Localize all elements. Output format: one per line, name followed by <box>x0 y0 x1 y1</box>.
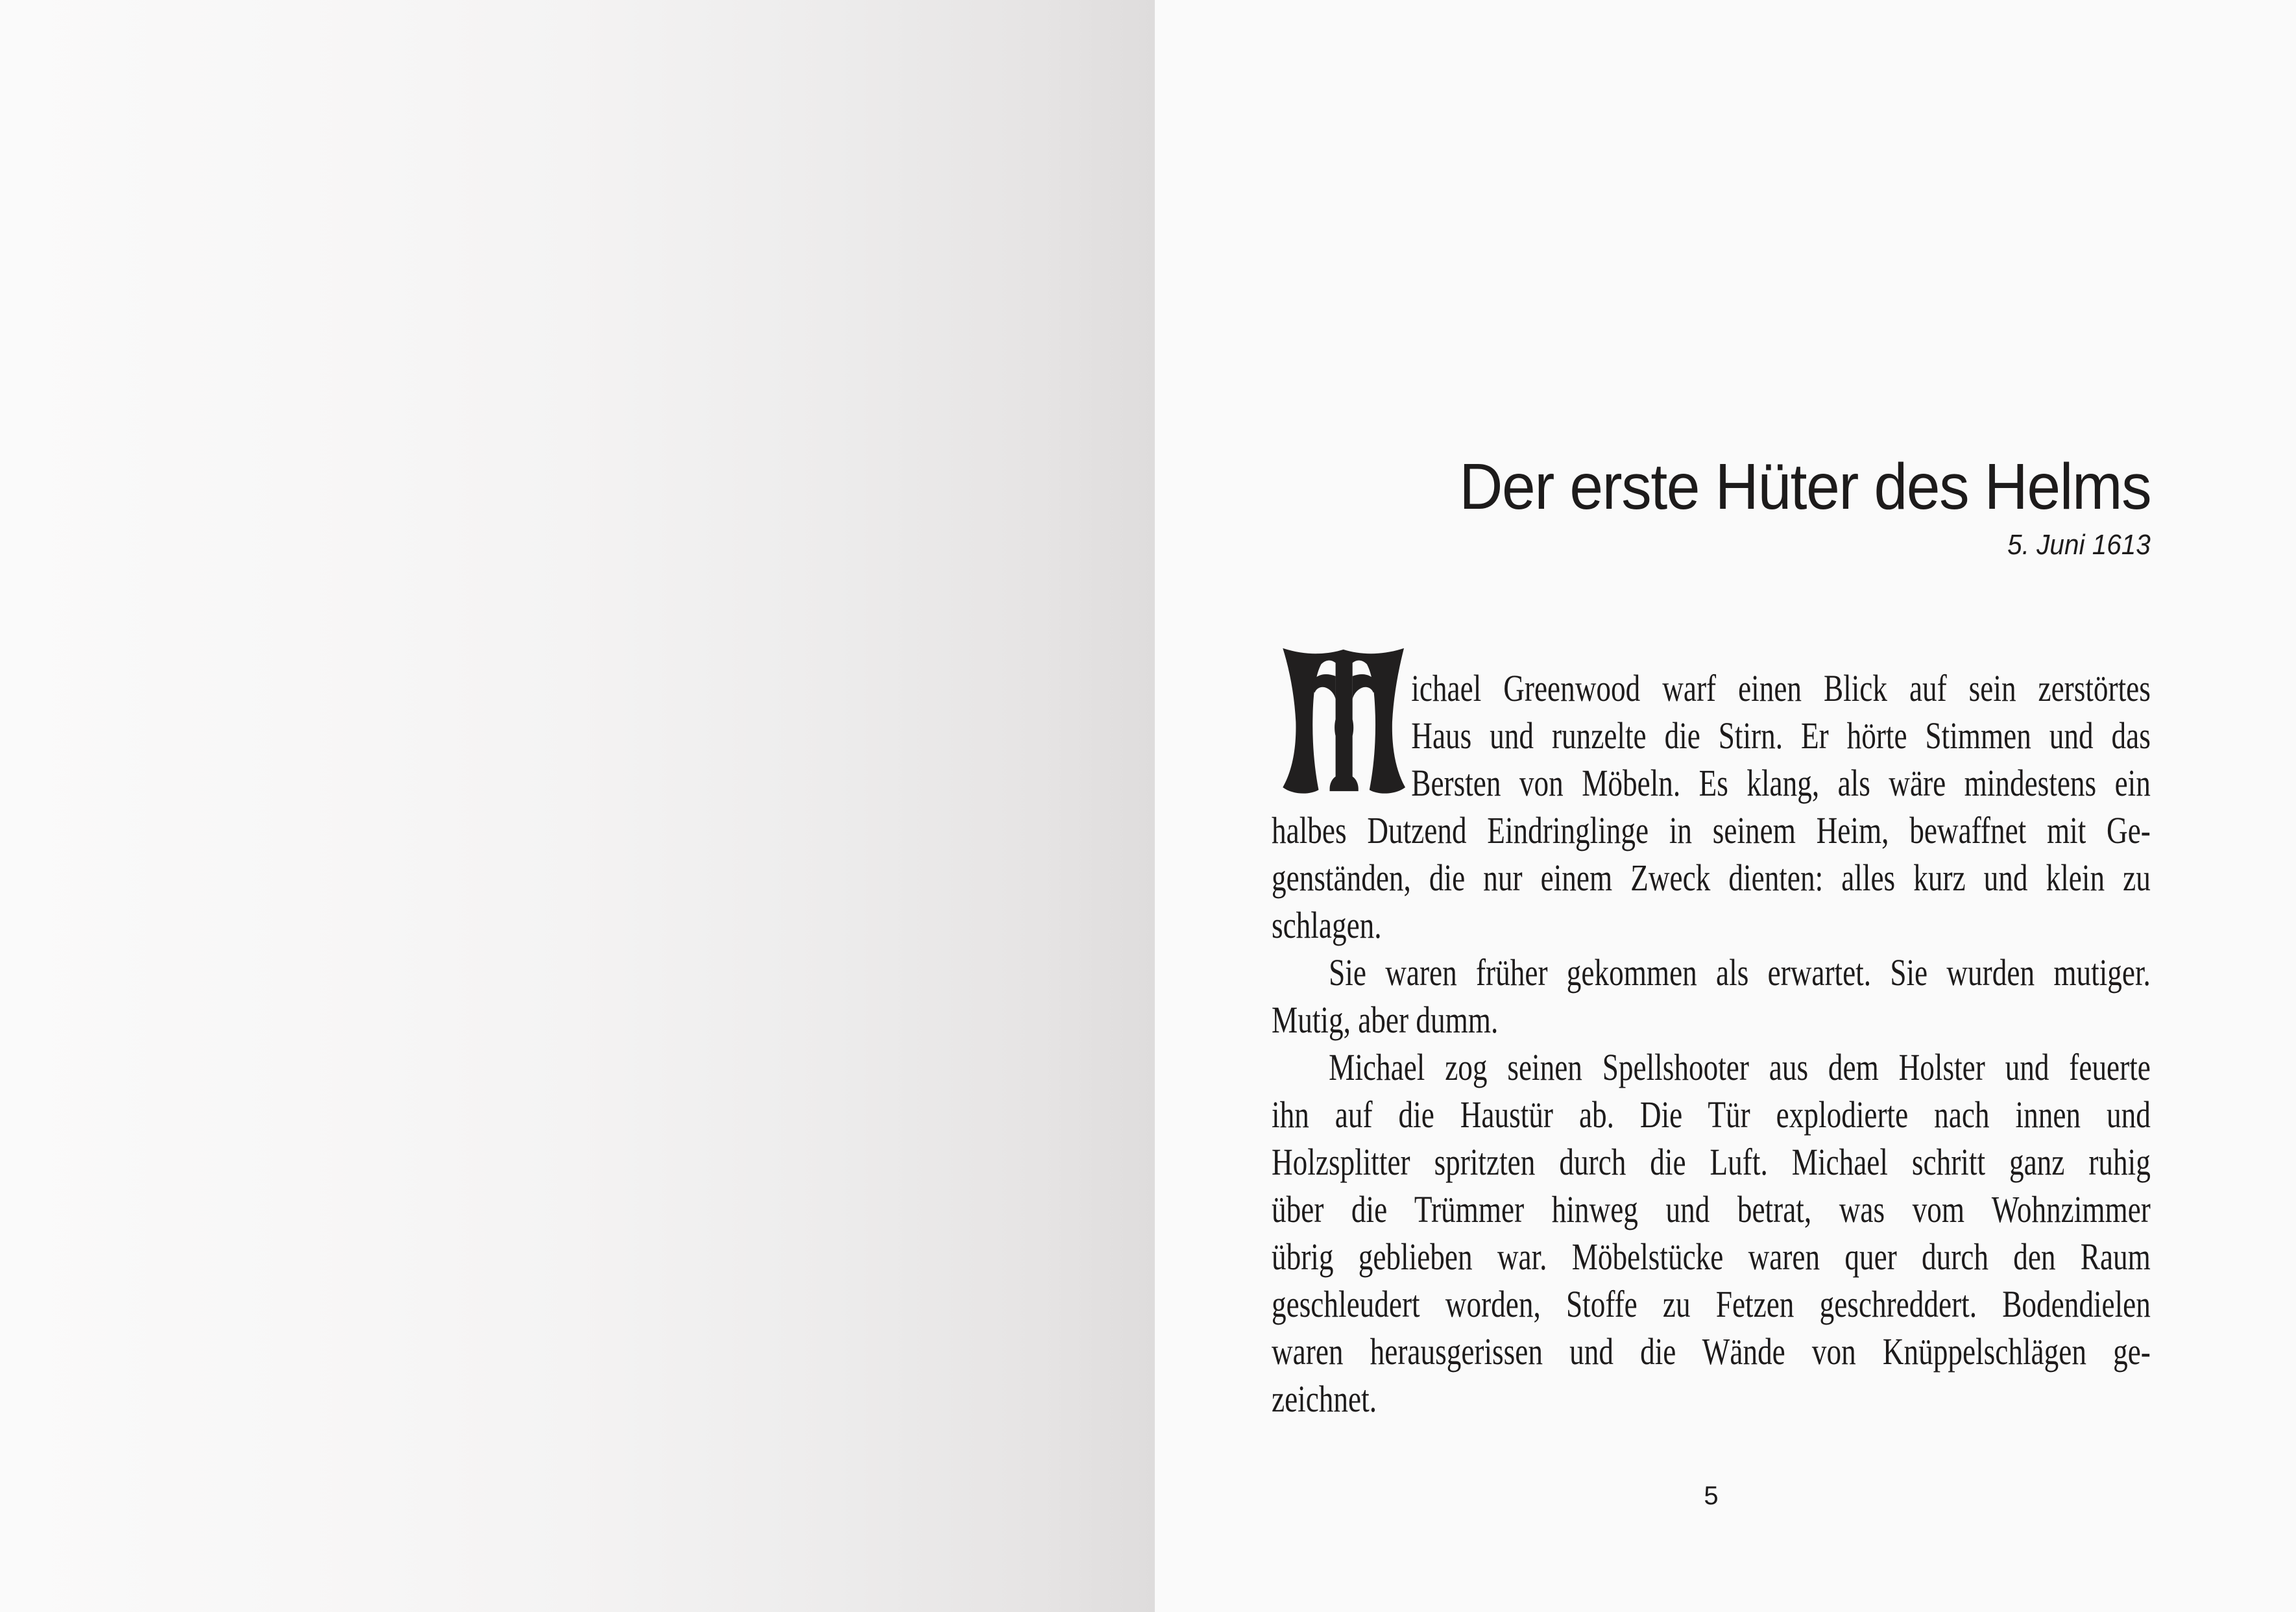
drop-cap-m-glyph <box>1280 644 1407 794</box>
text-line: Haus und runzelte die Stirn. Er hörte Stimmen und das <box>1411 714 2151 757</box>
text-line: Sie waren früher gekommen als erwartet. Sie wurden mutiger. <box>1329 951 2151 994</box>
text-line: übrig geblieben war. Möbelstücke waren quer durch den Raum <box>1272 1236 2151 1278</box>
text-line: Holzsplitter spritzten durch die Luft. Michael schritt ganz ruhig <box>1272 1141 2151 1183</box>
text-line: Michael zog seinen Spellshooter aus dem Holster und feuerte <box>1329 1046 2151 1088</box>
text-line: ihn auf die Haustür ab. Die Tür explodierte nach innen und <box>1272 1093 2151 1136</box>
drop-cap-m <box>1272 665 1411 802</box>
text-line: schlagen. <box>1272 904 1382 946</box>
text-line: Mutig, aber dumm. <box>1272 999 1499 1041</box>
chapter-title-text: Der erste Hüter des Helms <box>1459 450 2151 523</box>
text-line: geschleudert worden, Stoffe zu Fetzen geschreddert. Bodendielen <box>1272 1283 2151 1325</box>
text-line: über die Trümmer hinweg und betrat, was vom Wohnzimmer <box>1272 1188 2151 1230</box>
right-page <box>1155 0 2296 1612</box>
text-line: zeichnet. <box>1272 1378 1377 1420</box>
chapter-title <box>1272 450 2151 523</box>
paragraph <box>1272 949 2151 1044</box>
paragraph <box>1272 1044 2151 1423</box>
chapter-date <box>1272 531 2151 559</box>
text-column <box>1272 0 2151 1612</box>
text-line: Bersten von Möbeln. Es klang, als wäre mindestens ein <box>1411 762 2151 804</box>
text-line: genständen, die nur einem Zweck dienten: alles kurz und klein zu <box>1272 857 2151 899</box>
paragraph <box>1272 665 2151 949</box>
text-line: waren herausgerissen und die Wände von Knüppelschlägen ge- <box>1272 1330 2151 1373</box>
chapter-body <box>1272 665 2151 1423</box>
text-line: halbes Dutzend Eindringlinge in seinem Heim, bewaffnet mit Ge- <box>1272 809 2151 851</box>
page-number: 5 <box>1704 1482 1719 1510</box>
text-line: ichael Greenwood warf einen Blick auf sein zerstörtes <box>1411 667 2151 709</box>
chapter-date-text: 5. Juni 1613 <box>2007 529 2151 561</box>
